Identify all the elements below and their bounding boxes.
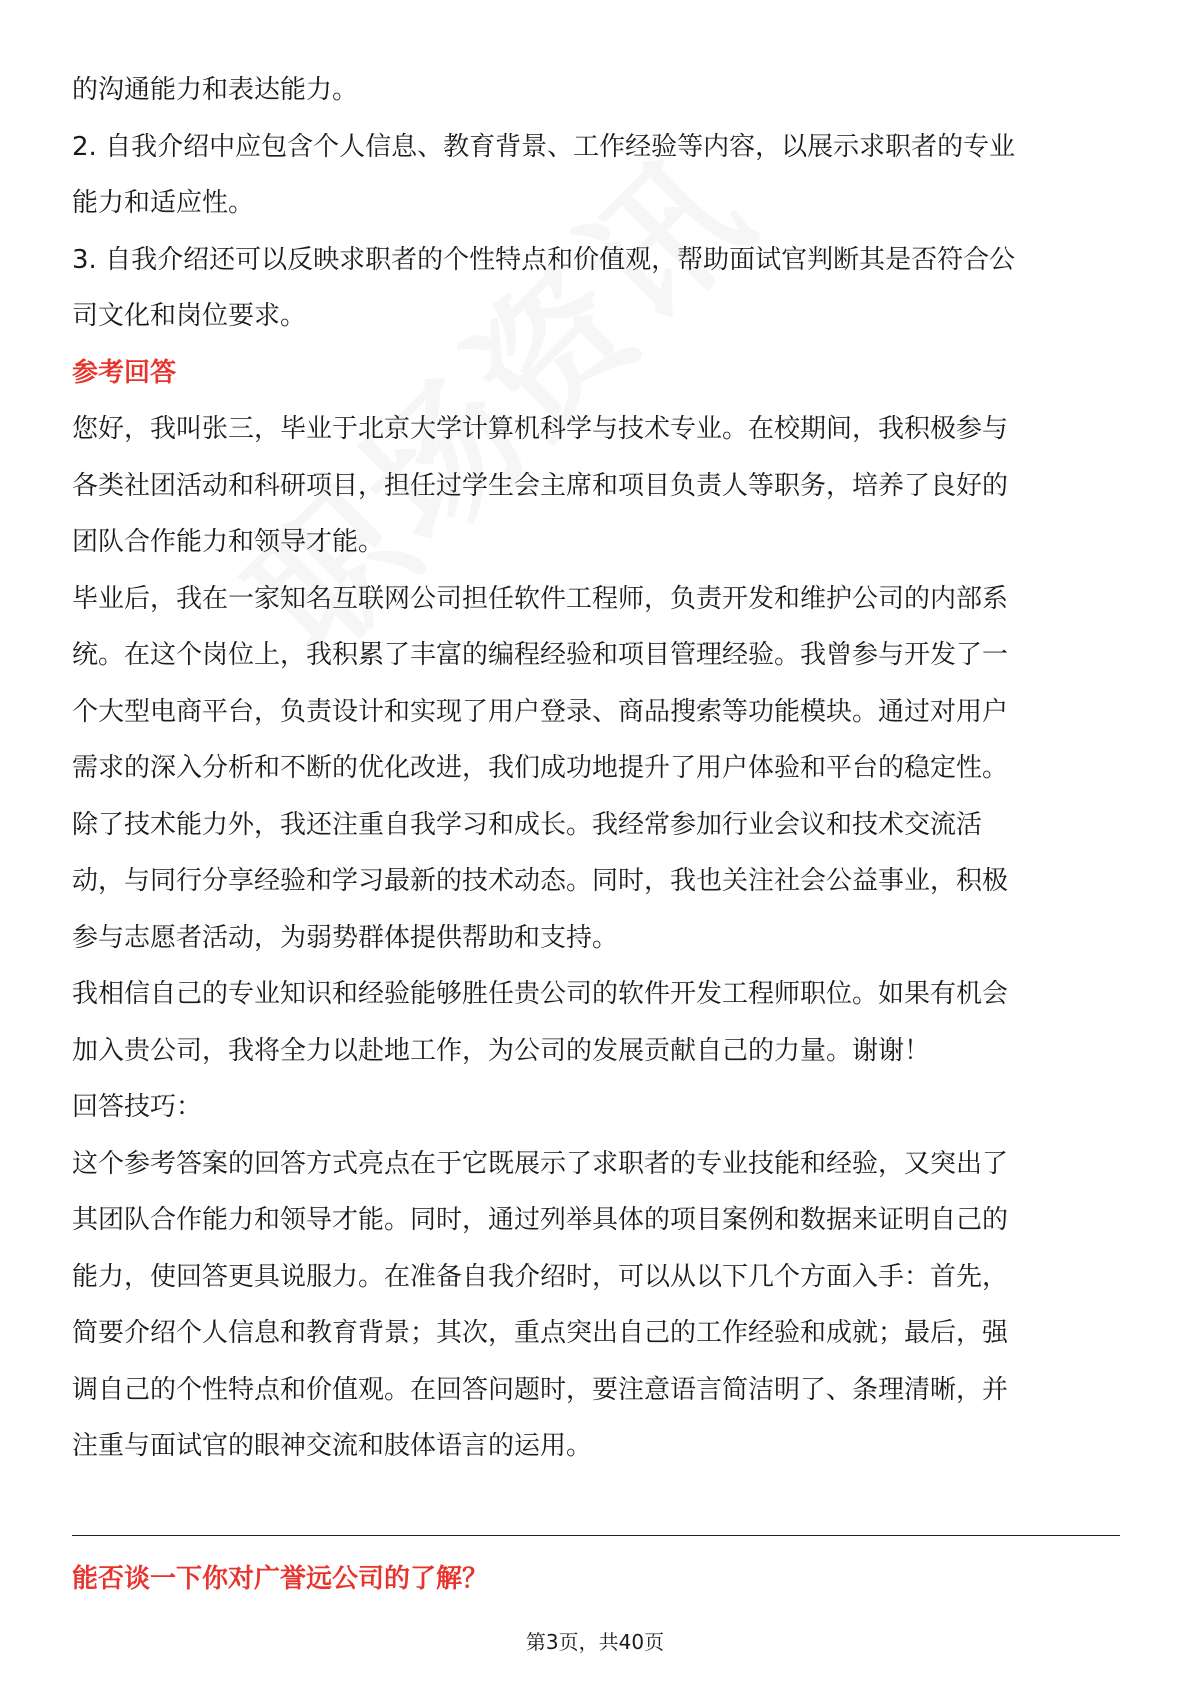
text-line: 能力，使回答更具说服力。在准备自我介绍时，可以从以下几个方面入手：首先， [72, 1261, 1009, 1292]
text-line: 司文化和岗位要求。 [72, 301, 307, 331]
text-line: 您好，我叫张三，毕业于北京大学计算机科学与技术专业。在校期间，我积极参与 [72, 414, 1009, 444]
text-line: 动，与同行分享经验和学习最新的技术动态。同时，我也关注社会公益事业，积极 [72, 866, 1009, 896]
text-line: 注重与面试官的眼神交流和肢体语言的运用。 [72, 1431, 593, 1461]
page-footer: 第3页，共40页 [525, 1630, 665, 1654]
text-line: 团队合作能力和领导才能。 [72, 527, 385, 557]
text-line: 其团队合作能力和领导才能。同时，通过列举具体的项目案例和数据来证明自己的 [72, 1205, 1009, 1235]
text-line: 简要介绍个人信息和教育背景；其次，重点突出自己的工作经验和成就；最后，强 [72, 1318, 1009, 1348]
text-line: 统。在这个岗位上，我积累了丰富的编程经验和项目管理经验。我曾参与开发了一 [72, 640, 1009, 670]
text-line: 我相信自己的专业知识和经验能够胜任贵公司的软件开发工程师职位。如果有机会 [72, 979, 1009, 1009]
section-heading: 参考回答 [72, 357, 177, 388]
section-divider [72, 1535, 1120, 1536]
text-line: 2. 自我介绍中应包含个人信息、教育背景、工作经验等内容，以展示求职者的专业 [72, 131, 1016, 162]
text-line: 调自己的个性特点和价值观。在回答问题时，要注意语言简洁明了、条理清晰，并 [72, 1374, 1009, 1405]
text-line: 各类社团活动和科研项目，担任过学生会主席和项目负责人等职务，培养了良好的 [72, 470, 1009, 501]
text-line: 需求的深入分析和不断的优化改进，我们成功地提升了用户体验和平台的稳定性。 [72, 753, 1009, 783]
text-line: 能力和适应性。 [72, 188, 255, 218]
next-question-heading: 能否谈一下你对广誉远公司的了解？ [72, 1564, 489, 1594]
text-line: 毕业后，我在一家知名互联网公司担任软件工程师，负责开发和维护公司的内部系 [72, 583, 1009, 614]
text-line: 加入贵公司，我将全力以赴地工作，为公司的发展贡献自己的力量。谢谢！ [72, 1035, 931, 1066]
text-line: 个大型电商平台，负责设计和实现了用户登录、商品搜索等功能模块。通过对用户 [72, 696, 1009, 727]
text-line: 的沟通能力和表达能力。 [72, 75, 359, 105]
text-line: 除了技术能力外，我还注重自我学习和成长。我经常参加行业会议和技术交流活 [72, 809, 983, 840]
text-line: 参与志愿者活动，为弱势群体提供帮助和支持。 [72, 922, 619, 953]
text-line: 这个参考答案的回答方式亮点在于它既展示了求职者的专业技能和经验，又突出了 [72, 1148, 1009, 1179]
document-body [72, 62, 1120, 1475]
text-line: 回答技巧： [72, 1092, 203, 1122]
text-line: 3. 自我介绍还可以反映求职者的个性特点和价值观，帮助面试官判断其是否符合公 [72, 244, 1016, 275]
